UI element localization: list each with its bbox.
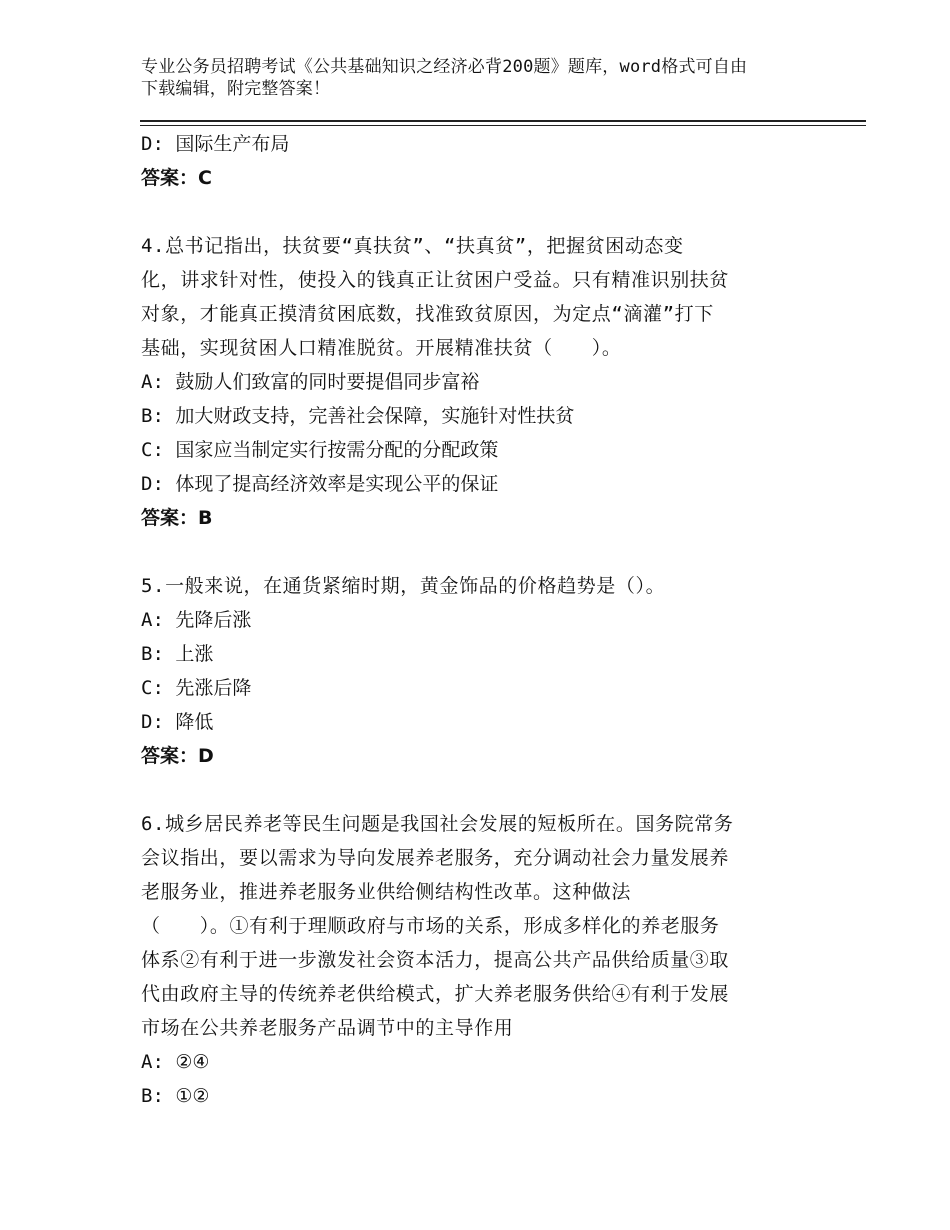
- q5-option-c: C: 先涨后降: [141, 677, 252, 699]
- spacer: [141, 773, 796, 807]
- q6-stem-line-5: 体系②有利于进一步激发社会资本活力，提高公共产品供给质量③取: [141, 949, 730, 971]
- q6-stem-line-7: 市场在公共养老服务产品调节中的主导作用: [141, 1017, 514, 1039]
- page-header: [141, 56, 801, 100]
- header-rule-thin: [140, 125, 866, 126]
- question-content: [141, 127, 796, 1113]
- q6-stem-line-1: 6.城乡居民养老等民生问题是我国社会发展的短板所在。国务院常务: [141, 813, 734, 835]
- q4-stem-line-3: 对象，才能真正摸清贫困底数，找准致贫原因，为定点“滴灌”打下: [141, 303, 714, 325]
- q5-option-b: B: 上涨: [141, 643, 214, 665]
- header-line-1: 专业公务员招聘考试《公共基础知识之经济必背200题》题库，word格式可自由: [141, 57, 748, 77]
- q4-stem-line-1: 4.总书记指出，扶贫要“真扶贫”、“扶真贫”，把握贫困动态变: [141, 235, 684, 257]
- q4-option-d: D: 体现了提高经济效率是实现公平的保证: [141, 473, 499, 495]
- q6-stem-line-6: 代由政府主导的传统养老供给模式，扩大养老服务供给④有利于发展: [141, 983, 730, 1005]
- q4-option-b: B: 加大财政支持，完善社会保障，实施针对性扶贫: [141, 405, 575, 427]
- header-line-2: 下载编辑，附完整答案！: [141, 79, 331, 99]
- q4-option-c: C: 国家应当制定实行按需分配的分配政策: [141, 439, 499, 461]
- spacer: [141, 535, 796, 569]
- q5-option-d: D: 降低: [141, 711, 214, 733]
- q4-stem-line-4: 基础，实现贫困人口精准脱贫。开展精准扶贫（ ）。: [141, 337, 622, 359]
- q6-stem-line-3: 老服务业，推进养老服务业供给侧结构性改革。这种做法: [141, 881, 632, 903]
- q5-option-a: A: 先降后涨: [141, 609, 252, 631]
- q5-answer: 答案：D: [141, 745, 214, 767]
- q4-answer: 答案：B: [141, 507, 213, 529]
- q4-option-a: A: 鼓励人们致富的同时要提倡同步富裕: [141, 371, 480, 393]
- q5-stem: 5.一般来说，在通货紧缩时期，黄金饰品的价格趋势是（）。: [141, 575, 666, 597]
- spacer: [141, 195, 796, 229]
- q3-option-d: D: 国际生产布局: [141, 133, 290, 155]
- q4-stem-line-2: 化，讲求针对性，使投入的钱真正让贫困户受益。只有精准识别扶贫: [141, 269, 730, 291]
- q6-option-b: B: ①②: [141, 1085, 210, 1107]
- header-rule-thick: [140, 120, 866, 122]
- q6-stem-line-4: （ ）。①有利于理顺政府与市场的关系，形成多样化的养老服务: [141, 915, 720, 937]
- q6-stem-line-2: 会议指出，要以需求为导向发展养老服务，充分调动社会力量发展养: [141, 847, 730, 869]
- q3-answer: 答案：C: [141, 167, 212, 189]
- q6-option-a: A: ②④: [141, 1051, 210, 1073]
